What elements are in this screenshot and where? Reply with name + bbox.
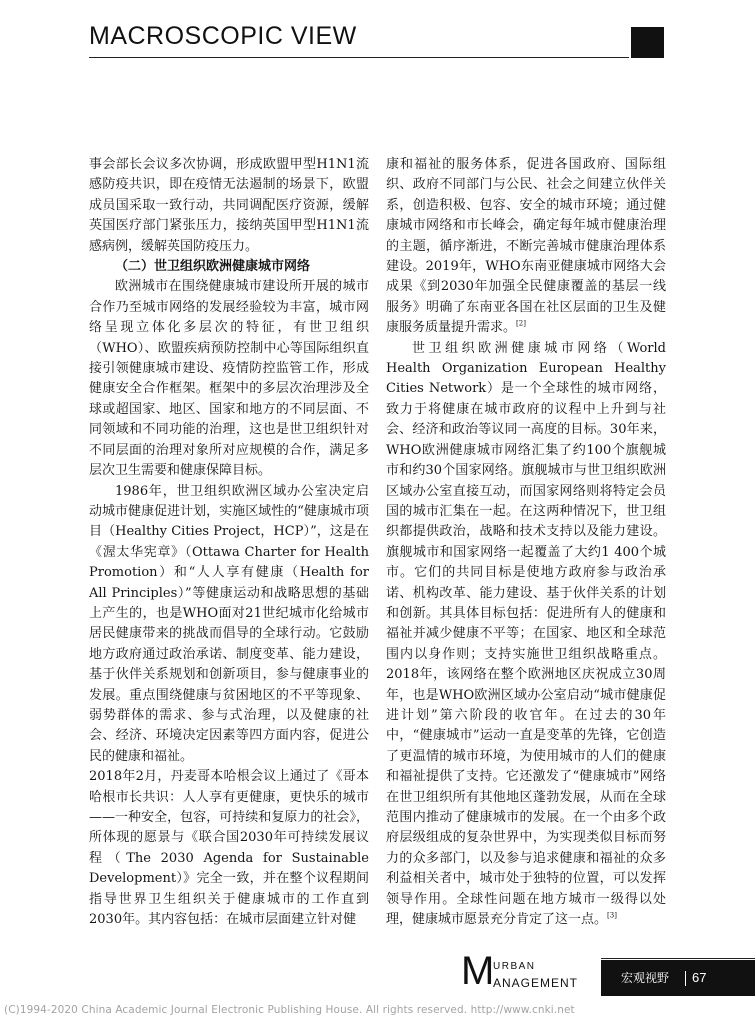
right-paragraph-1: [386, 155, 666, 339]
left-paragraph-4: 2018年2月，丹麦哥本哈根会议上通过了《哥本哈根市长共识：人人享有更健康，更快乐的城市——一种安全，包容，可持续和复原力的社会》，所体现的愿景与《联合国2030年可持续发展议程（The 2030 Agenda for Sustainable Development）》完全一致，并在整个议程期间指导世界卫生组织关于健康城市的工作直到2030年。其内容包括：在城市层面建立针对健: [89, 769, 369, 928]
left-paragraph-1: 事会部长会议多次协调，形成欧盟甲型H1N1流感防疫共识，即在疫情无法遏制的场景下，欧盟成员国采取一致行动，共同调配医疗资源，缓解英国医疗部门紧张压力，接纳英国甲型H1N1流感病例，缓解英国防疫压力。: [89, 157, 369, 254]
section-label: 宏观视野: [621, 971, 670, 985]
logo-line-2: ANAGEMENT: [493, 976, 579, 990]
copyright-footer: (C)1994-2020 China Academic Journal Electronic Publishing House. All rights reserved. http://www.cnki.net: [4, 1004, 575, 1016]
header-black-block: [631, 27, 664, 58]
section-heading: （二）世卫组织欧洲健康城市网络: [115, 259, 311, 275]
section-tag: [601, 960, 755, 996]
running-header-title: MACROSCOPIC VIEW: [89, 22, 357, 50]
section-separator: [685, 971, 686, 986]
footer-rule: [601, 958, 755, 959]
left-paragraph-2: 欧洲城市在围绕健康城市建设所开展的城市合作乃至城市网络的发展经验较为丰富，城市网络呈现立体化多层次的特征，有世卫组织（WHO）、欧盟疾病预防控制中心等国际组织直接引领健康城市建设、疫情防控监管工作，形成健康安全合作框架。框架中的多层次治理涉及全球或超国家、地区、国家和地方的不同层面、不同领域和不同功能的治理，这也是世卫组织针对不同层面的治理对象所对应规模的合作，满足多层次卫生需要和健康保障目标。: [89, 279, 369, 479]
logo-line-1: URBAN: [493, 961, 536, 972]
left-column: [89, 155, 369, 930]
left-paragraph-3: 1986年，世卫组织欧洲区域办公室决定启动城市健康促进计划，实施区域性的“健康城市项目（Healthy Cities Project，HCP）”，这是在《渥太华宪章》（Ottawa Charter for Health Promotion）和“人人享有健康（Health for All Principles）”等健康运动和战略思想的基础上产生的，也是WHO面对21世纪城市化给城市居民健康带来的挑战而倡导的全球行动。它鼓励地方政府通过政治承诺、制度变革、能力建设，基于伙伴关系规划和创新项目，参与健康事业的发展。重点围绕健康与贫困地区的不平等现象、弱势群体的需求、参与式治理，以及健康的社会、经济、环境决定因素等四方面内容，促进公民的健康和福祉。: [89, 483, 369, 764]
journal-logo: [461, 949, 599, 994]
citation-ref-3: [3]: [607, 911, 617, 920]
header-rule: [89, 57, 629, 58]
right-column: [386, 155, 666, 930]
logo-letter: M: [461, 949, 495, 993]
page-number: 67: [692, 970, 707, 985]
citation-ref-2: [2]: [516, 319, 526, 328]
right-paragraph-2-text: 世卫组织欧洲健康城市网络（World Health Organization European Healthy Cities Network）是一个全球性的城市网络，致力于将健康在城市政府的议程中上升到与社会、经济和政治等议同一高度的目标。30年来，WHO欧洲健康城市网络汇集了约100个旗舰城市和约30个国家网络。旗舰城市与世卫组织欧洲区域办公室直接互动，而国家网络则将特定会员国的城市汇集在一起。在这两种情况下，世卫组织都提供政治，战略和技术支持以及能力建设。旗舰城市和国家网络一起覆盖了大约1 400个城市。它们的共同目标是使地方政府参与政治承诺、机构改革、能力建设、基于伙伴关系的计划和创新。其具体目标包括：促进所有人的健康和福祉并减少健康不平等；在国家、地区和全球范围内以身作则；支持实施世卫组织战略重点。2018年，该网络在整个欧洲地区庆祝成立30周年，也是WHO欧洲区域办公室启动“城市健康促进计划”第六阶段的收官年。在过去的30年中，“健康城市”运动一直是变革的先锋，它创造了更温情的城市环境，为使用城市的人们的健康和福祉提供了支持。它还激发了“健康城市”网络在世卫组织所有其他地区蓬勃发展，从而在全球范围内推动了健康城市的发展。在一个由多个政府层级组成的复杂世界中，为实现类似目标而努力的众多部门，以及参与追求健康和福祉的众多利益相关者中，城市处于独特的位置，可以发挥领导作用。全球性问题在地方城市一级得以处理，健康城市愿景充分肯定了这一点。: [386, 340, 666, 928]
right-paragraph-1-text: 康和福祉的服务体系，促进各国政府、国际组织、政府不同部门与公民、社会之间建立伙伴关系，创造积极、包容、安全的城市环境；通过健康城市网络和市长峰会，确定每年城市健康治理的主题，循序渐进，不断完善城市健康治理体系建设。2019年，WHO东南亚健康城市网络大会成果《到2030年加强全民健康覆盖的基层一线服务》明确了东南亚各国在社区层面的卫生及健康服务质量提升需求。: [386, 157, 666, 336]
right-paragraph-2: [386, 339, 666, 931]
